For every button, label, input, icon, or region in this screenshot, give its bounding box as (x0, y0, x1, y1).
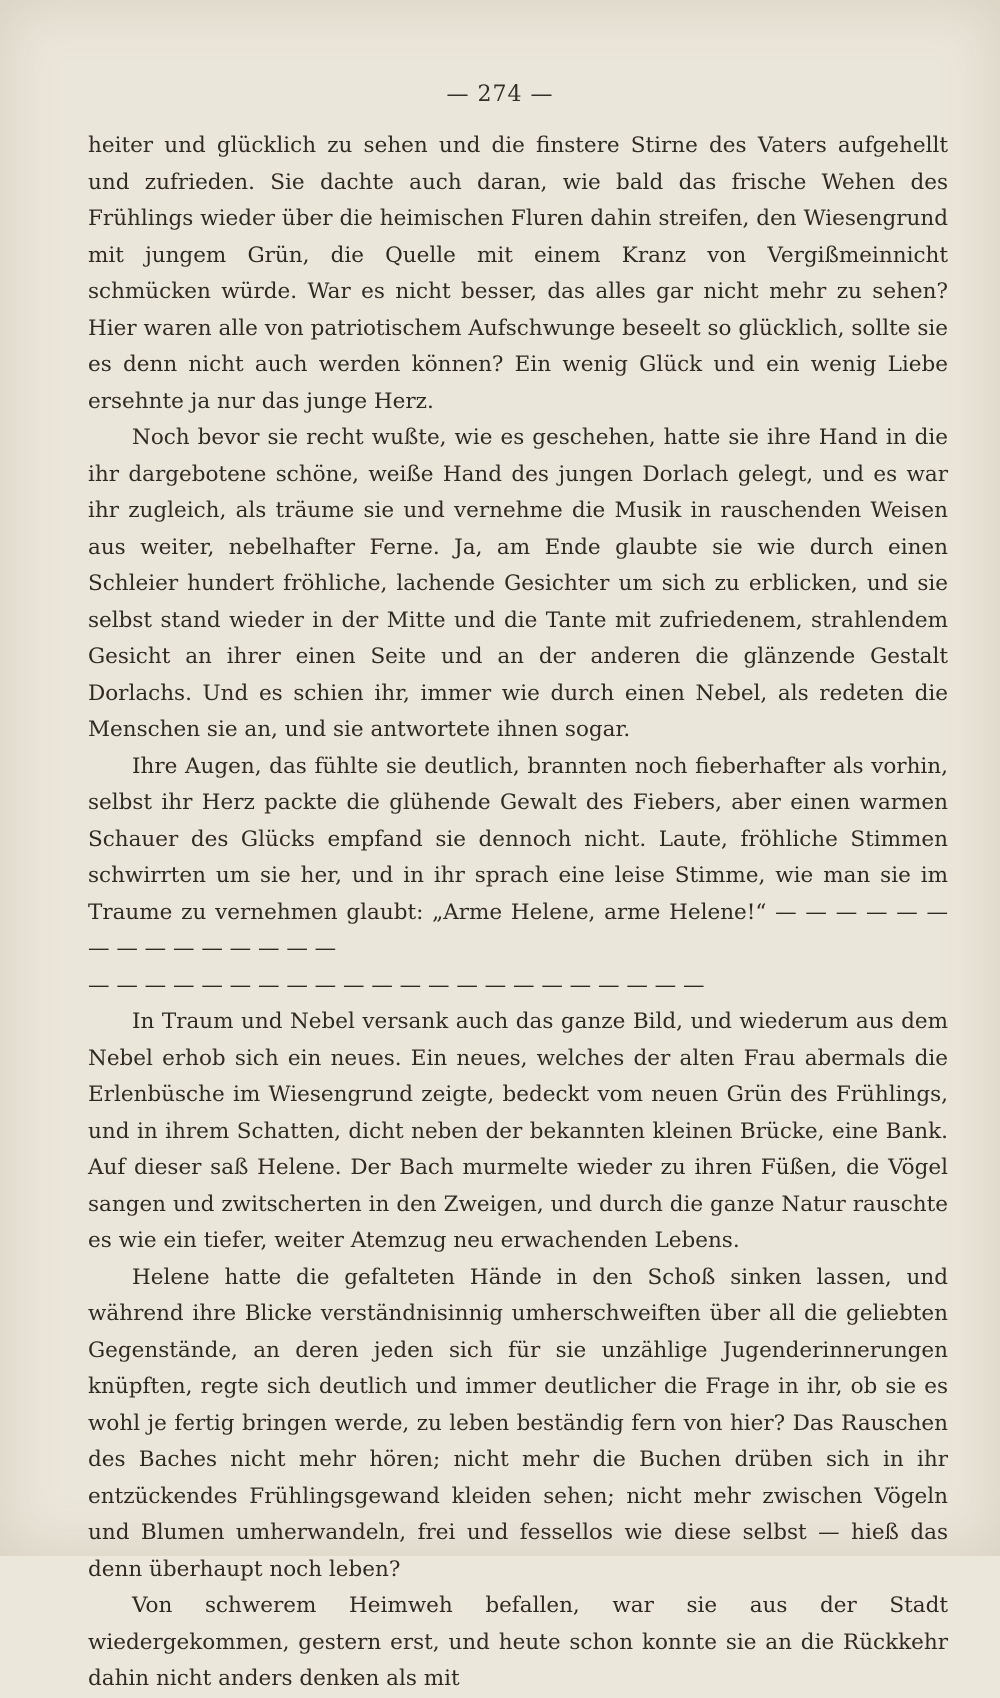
paragraph-4: In Traum und Nebel versank auch das ganze Bild, und wiederum aus dem Nebel erhob sich ein neues. Ein neues, welches der alten Frau abermals die Erlenbüsche im Wiesengrund zeigte, bedeckt vom neuen Grün des Frühlings, und in ihrem Schatten, dicht neben der bekannten kleinen Brücke, eine Bank. Auf dieser saß Helene. Der Bach murmelte wieder zu ihren Füßen, die Vögel sangen und zwitscherten in den Zweigen, und durch die ganze Natur rauschte es wie ein tiefer, weiter Atemzug neu erwachenden Lebens. (88, 1009, 948, 1253)
page-text (88, 128, 948, 1698)
paragraph-6: Von schwerem Heimweh befallen, war sie aus der Stadt wiedergekommen, gestern erst, und heute schon konnte sie an die Rückkehr dahin nicht anders denken als mit (88, 1593, 948, 1691)
dash-separator: — — — — — — — — — — — — — — — — — — — — — — (88, 972, 705, 998)
page-number: — 274 — (446, 82, 554, 107)
paragraph-5: Helene hatte die gefalteten Hände in den Schoß sinken lassen, und während ihre Blicke verständnisinnig umherschweiften über all die geliebten Gegenstände, an deren jeden sich für sie unzählige Jugenderinnerungen knüpften, regte sich deutlich und immer deutlicher die Frage in ihr, ob sie es wohl je fertig bringen werde, zu leben beständig fern von hier? Das Rauschen des Baches nicht mehr hören; nicht mehr die Buchen drüben sich in ihr entzückendes Frühlingsgewand kleiden sehen; nicht mehr zwischen Vögeln und Blumen umherwandeln, frei und fessellos wie diese selbst — hieß das denn überhaupt noch leben? (88, 1264, 948, 1582)
paragraph-1: heiter und glücklich zu sehen und die finstere Stirne des Vaters aufgehellt und zufrieden. Sie dachte auch daran, wie bald das frische Wehen des Frühlings wieder über die heimischen Fluren dahin streifen, den Wiesengrund mit jungem Grün, die Quelle mit einem Kranz von Vergißmeinnicht schmücken würde. War es nicht besser, das alles gar nicht mehr zu sehen? Hier waren alle von patriotischem Aufschwunge beseelt so glücklich, sollte sie es denn nicht auch werden können? Ein wenig Glück und ein wenig Liebe ersehnte ja nur das junge Herz. (88, 133, 948, 414)
paragraph-3: Ihre Augen, das fühlte sie deutlich, brannten noch fieberhafter als vorhin, selbst ihr Herz packte die glühende Gewalt des Fiebers, aber einen warmen Schauer des Glücks empfand sie dennoch nicht. Laute, fröhliche Stimmen schwirrten um sie her, und in ihr sprach eine leise Stimme, wie man sie im Traume zu vernehmen glaubt: „Arme Helene, arme Helene!“ — — — — — — — — — — — — — — — (88, 753, 948, 961)
paragraph-2: Noch bevor sie recht wußte, wie es geschehen, hatte sie ihre Hand in die ihr dargebotene schöne, weiße Hand des jungen Dorlach gelegt, und es war ihr zugleich, als träume sie und vernehme die Musik in rauschenden Weisen aus weiter, nebelhafter Ferne. Ja, am Ende glaubte sie wie durch einen Schleier hundert fröhliche, lachende Gesichter um sich zu erblicken, und sie selbst stand wieder in der Mitte und die Tante mit zufriedenem, strahlendem Gesicht an ihrer einen Seite und an der anderen die glänzende Gestalt Dorlachs. Und es schien ihr, immer wie durch einen Nebel, als redeten die Menschen sie an, und sie antwortete ihnen sogar. (88, 425, 948, 742)
